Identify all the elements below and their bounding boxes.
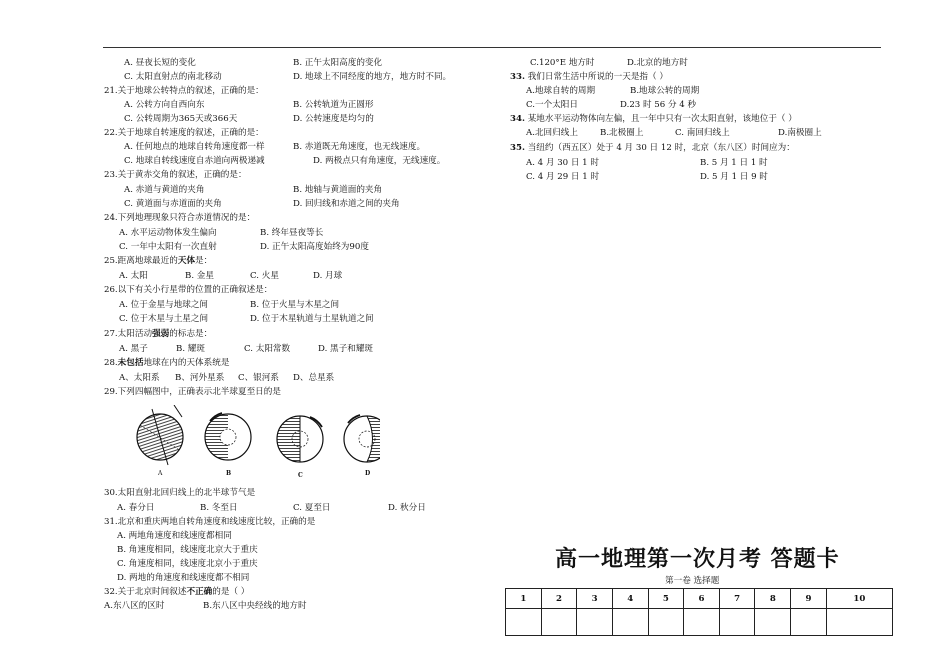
q30-option-c: C. 夏至日: [293, 503, 331, 513]
q23-option-d: D. 回归线和赤道之间的夹角: [293, 199, 400, 209]
q33-option-d: D.23 时 56 分 4 秒: [620, 100, 697, 110]
q31-option-b: B. 角速度相同，线速度北京大于重庆: [117, 545, 258, 555]
diagram-label-b: B: [226, 470, 232, 477]
q28-option-d: D、总星系: [293, 373, 335, 383]
q21-option-c: C. 公转周期为365天或366天: [124, 114, 238, 124]
q21-option-a: A. 公转方向自西向东: [124, 100, 205, 110]
q24-option-a: A. 水平运动物体发生偏向: [119, 228, 217, 238]
q26-option-b: B. 位于火星与木星之间: [250, 300, 340, 310]
q24-option-b: B. 终年昼夜等长: [260, 228, 324, 238]
q32-option-b: B.东八区中央经线的地方时: [203, 601, 307, 611]
answer-number-2: 2: [541, 589, 577, 609]
q26-option-c: C. 位于木星与土星之间: [119, 314, 209, 324]
q22-option-d: D. 两极点只有角速度，无线速度。: [313, 156, 446, 166]
answer-number-10: 10: [826, 589, 892, 609]
answer-card-title: 高一地理第一次月考 答题卡: [555, 546, 840, 572]
q25-option-a: A. 太阳: [119, 271, 148, 281]
q28-option-c: C、银河系: [238, 373, 279, 383]
answer-grid-blank-row: [506, 609, 893, 636]
q32-option-d: D.北京的地方时: [627, 58, 688, 68]
q22-option-c: C. 地球自转线速度自赤道向两极递减: [124, 156, 265, 166]
q33-option-a: A.地球自转的周期: [526, 86, 596, 96]
q35-option-d: D. 5 月 1 日 9 时: [700, 172, 768, 182]
q22-option-a: A. 任何地点的地球自转角速度都一样: [124, 142, 265, 152]
question-23: 23.关于黄赤交角的叙述，正确的是：: [104, 170, 247, 180]
answer-grid-header-row: [506, 589, 893, 609]
q31-option-a: A. 两地角速度和线速度都相同: [117, 531, 232, 541]
answer-number-4: 4: [612, 589, 648, 609]
q24-option-c: C. 一年中太阳有一次直射: [119, 242, 217, 252]
answer-cell-9[interactable]: [791, 609, 827, 636]
q27-option-a: A. 黑子: [119, 344, 148, 354]
answer-cell-5[interactable]: [648, 609, 684, 636]
question-34: 34. 某地水平运动物体向左偏，且一年中只有一次太阳直射，该地位于（ ）: [510, 114, 797, 124]
q32-option-a: A.东八区的区时: [104, 601, 165, 611]
q25-option-d: D. 月球: [313, 271, 343, 281]
diagram-label-a: A: [158, 470, 163, 477]
answer-cell-8[interactable]: [755, 609, 791, 636]
question-24: 24.下列地理现象只符合赤道情况的是：: [104, 213, 256, 223]
diagram-b: [205, 413, 251, 460]
q30-option-a: A. 春分日: [117, 503, 155, 513]
diagram-d: [344, 415, 380, 462]
q20-option-d: D. 地球上不同经度的地方，地方时不同。: [293, 72, 452, 82]
q23-option-b: B. 地轴与黄道面的夹角: [293, 185, 383, 195]
answer-number-1: 1: [506, 589, 542, 609]
q25-option-b: B. 金星: [185, 271, 214, 281]
diagram-a: [130, 405, 200, 482]
q34-option-c: C. 南回归线上: [675, 128, 730, 138]
question-35: 35. 当纽约（西五区）处于 4 月 30 日 12 时，北京（东八区）时间应为：: [510, 143, 795, 153]
q24-option-d: D. 正午太阳高度始终为90度: [260, 242, 369, 252]
q34-option-b: B.北极圈上: [600, 128, 644, 138]
answer-number-9: 9: [791, 589, 827, 609]
question-31: 31.北京和重庆两地自转角速度和线速度比较，正确的是: [104, 517, 316, 527]
answer-number-3: 3: [577, 589, 613, 609]
q30-option-d: D. 秋分日: [388, 503, 426, 513]
answer-number-7: 7: [719, 589, 755, 609]
diagram-label-d: D: [365, 470, 371, 477]
q27-option-d: D. 黑子和耀斑: [318, 344, 374, 354]
q22-option-b: B. 赤道既无角速度，也无线速度。: [293, 142, 426, 152]
answer-cell-6[interactable]: [684, 609, 720, 636]
diagram-label-c: C: [298, 472, 303, 479]
q35-option-b: B. 5 月 1 日 1 时: [700, 158, 768, 168]
q35-option-a: A. 4 月 30 日 1 时: [526, 158, 599, 168]
q28-option-a: A、太阳系: [119, 373, 160, 383]
question-33: 33. 我们日常生活中所说的一天是指（ ）: [510, 72, 668, 82]
answer-card-subtitle: 第一卷 选择题: [665, 576, 720, 586]
q25-option-c: C. 火星: [250, 271, 279, 281]
question-25: 25.距离地球最近的天体是：: [104, 256, 213, 266]
question-27: 27.太阳活动强弱的标志是：: [104, 329, 213, 339]
answer-cell-1[interactable]: [506, 609, 542, 636]
question-30: 30.太阳直射北回归线上的北半球节气是: [104, 488, 256, 498]
q28-option-b: B、河外星系: [175, 373, 225, 383]
q30-option-b: B. 冬至日: [200, 503, 238, 513]
q34-option-d: D.南极圈上: [778, 128, 822, 138]
answer-cell-10[interactable]: [826, 609, 892, 636]
q27-option-b: B. 耀斑: [176, 344, 205, 354]
q35-option-c: C. 4 月 29 日 1 时: [526, 172, 600, 182]
diagram-c: [277, 416, 323, 462]
question-29: 29.下列四幅图中，正确表示北半球夏至日的是: [104, 387, 281, 397]
answer-cell-3[interactable]: [577, 609, 613, 636]
q21-option-d: D. 公转速度是均匀的: [293, 114, 374, 124]
answer-cell-2[interactable]: [541, 609, 577, 636]
q20-option-c: C. 太阳直射点的南北移动: [124, 72, 222, 82]
question-22: 22.关于地球自转速度的叙述，正确的是：: [104, 128, 264, 138]
top-rule: [103, 47, 881, 48]
answer-number-6: 6: [684, 589, 720, 609]
question-28: 28.未包括地球在内的天体系统是: [104, 358, 230, 368]
q23-option-a: A. 赤道与黄道的夹角: [124, 185, 205, 195]
q21-option-b: B. 公转轨道为正圆形: [293, 100, 374, 110]
answer-grid: [505, 588, 893, 636]
q27-option-c: C. 太阳常数: [244, 344, 291, 354]
answer-cell-7[interactable]: [719, 609, 755, 636]
q33-option-c: C.一个太阳日: [526, 100, 578, 110]
question-32: 32.关于北京时间叙述不正确的是（ ）: [104, 587, 250, 597]
q26-option-a: A. 位于金星与地球之间: [119, 300, 209, 310]
answer-number-5: 5: [648, 589, 684, 609]
q31-option-c: C. 角速度相同，线速度北京小于重庆: [117, 559, 258, 569]
question-21: 21.关于地球公转特点的叙述，正确的是：: [104, 86, 264, 96]
q20-option-a: A. 昼夜长短的变化: [124, 58, 196, 68]
q31-option-d: D. 两地的角速度和线速度都不相同: [117, 573, 250, 583]
q23-option-c: C. 黄道面与赤道面的夹角: [124, 199, 222, 209]
answer-number-8: 8: [755, 589, 791, 609]
q34-option-a: A.北回归线上: [526, 128, 578, 138]
answer-cell-4[interactable]: [612, 609, 648, 636]
earth-illumination-diagrams: [130, 405, 380, 483]
q33-option-b: B.地球公转的周期: [630, 86, 700, 96]
q26-option-d: D. 位于木星轨道与土星轨道之间: [250, 314, 374, 324]
q32-option-c: C.120°E 地方时: [530, 58, 595, 68]
question-26: 26.以下有关小行星带的位置的正确叙述是：: [104, 285, 273, 295]
q20-option-b: B. 正午太阳高度的变化: [293, 58, 383, 68]
